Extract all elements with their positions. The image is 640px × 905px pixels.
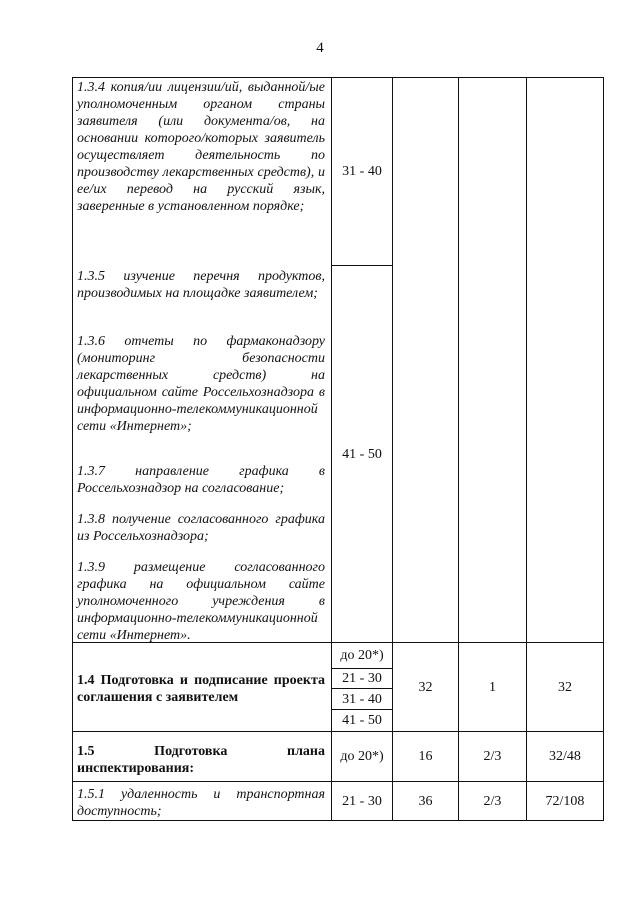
value-cell: 1	[489, 679, 496, 695]
item-1-3-9: 1.3.9 размещение согласованного графика на официальном сайте уполномоченного учреждения в информационно-телекоммуникационной сети «Интернет».	[77, 560, 325, 643]
value-cell: 36	[418, 793, 433, 809]
range-cell: 21 - 30	[342, 793, 382, 809]
range-cell: до 20*)	[340, 749, 384, 764]
range-cell: 21 - 30	[342, 671, 382, 686]
item-1-5: 1.5 Подготовка плана инспектирования:	[77, 744, 325, 776]
range-cell: 41 - 50	[342, 446, 382, 462]
table-border-bottom	[72, 820, 603, 821]
value-cell: 16	[418, 749, 433, 764]
range-cell: 41 - 50	[342, 713, 382, 728]
value-cell: 32	[558, 679, 572, 695]
item-1-3-7: 1.3.7 направление графика в Россельхознадзор на согласование;	[77, 464, 325, 496]
range-cell: 31 - 40	[342, 691, 382, 707]
value-cell: 32/48	[549, 749, 581, 764]
value-cell: 2/3	[483, 749, 502, 764]
range-cell: до 20*)	[340, 648, 384, 663]
page-number: 4	[316, 40, 324, 56]
range-cell: 31 - 40	[342, 164, 382, 179]
item-1-4: 1.4 Подготовка и подписание проекта соглашения с заявителем	[77, 673, 325, 705]
value-cell: 72/108	[545, 793, 585, 809]
value-cell: 2/3	[483, 793, 502, 809]
item-1-3-8: 1.3.8 получение согласованного графика из Россельхознадзора;	[77, 512, 325, 544]
item-1-3-5: 1.3.5 изучение перечня продуктов, производимых на площадке заявителем;	[77, 269, 325, 301]
item-1-5-1: 1.5.1 удаленность и транспортная доступность;	[77, 787, 325, 819]
value-cell: 32	[418, 679, 433, 695]
table-border-right	[603, 77, 604, 821]
item-1-3-4: 1.3.4 копия/ии лицензии/ий, выданной/ые уполномоченным органом страны заявителя (или документа/ов, на основании которого/которых заявитель осуществляет деятельность по производству лекарственных средств), и ее/их перевод на русский язык, заверенные в установленном порядке;	[77, 80, 325, 214]
table-border-left	[72, 77, 73, 821]
item-1-3-6: 1.3.6 отчеты по фармаконадзору (мониторинг безопасности лекарственных средств) на официальном сайте Россельхознадзора в информационно-телекоммуникационной сети «Интернет»;	[77, 334, 325, 434]
